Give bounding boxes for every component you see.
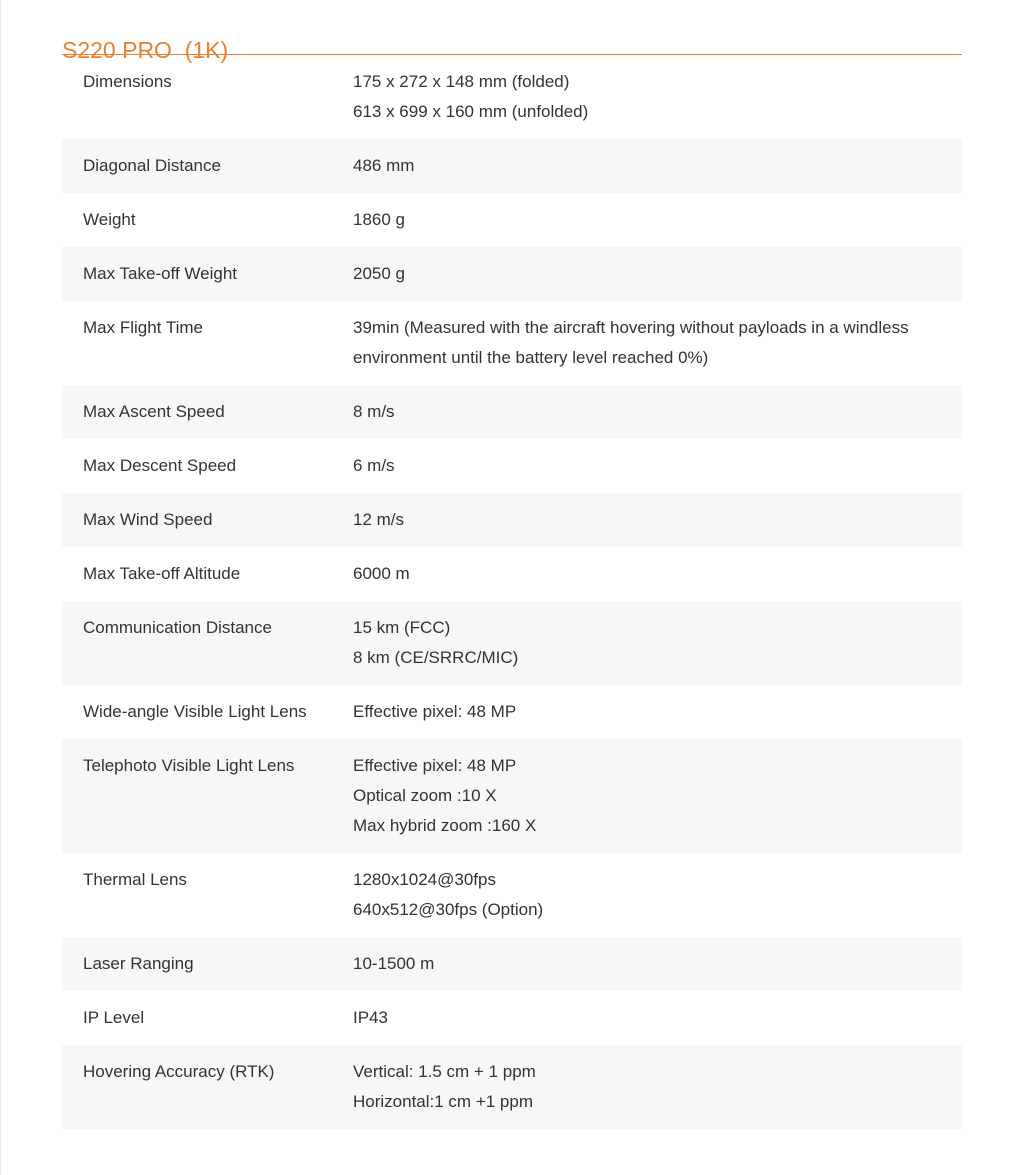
spec-value-line: Horizontal:1 cm +1 ppm xyxy=(353,1092,533,1111)
spec-table xyxy=(62,55,962,1129)
spec-row-telephoto-lens xyxy=(62,739,962,853)
spec-value xyxy=(353,601,962,685)
spec-value-line: 613 x 699 x 160 mm (unfolded) xyxy=(353,102,589,121)
spec-value-line: 175 x 272 x 148 mm (folded) xyxy=(353,72,570,91)
spec-label: IP Level xyxy=(83,1008,145,1027)
spec-row-wide-angle-lens xyxy=(62,685,962,739)
spec-value xyxy=(353,139,962,193)
spec-value-line: 8 m/s xyxy=(353,402,395,421)
spec-row-max-ascent-speed xyxy=(62,385,962,439)
spec-value xyxy=(353,493,962,547)
spec-row-max-flight-time xyxy=(62,301,962,385)
spec-row-laser-ranging xyxy=(62,937,962,991)
spec-value-line: 8 km (CE/SRRC/MIC) xyxy=(353,648,519,667)
spec-row-ip-level xyxy=(62,991,962,1045)
spec-value xyxy=(353,547,962,601)
spec-row-communication-distance xyxy=(62,601,962,685)
spec-row-hovering-accuracy xyxy=(62,1045,962,1129)
spec-label: Wide-angle Visible Light Lens xyxy=(83,702,307,721)
spec-value-line: 1860 g xyxy=(353,210,405,229)
spec-value-line: 6 m/s xyxy=(353,456,395,475)
spec-label: Laser Ranging xyxy=(62,937,353,991)
spec-row-max-takeoff-altitude xyxy=(62,547,962,601)
spec-value-line: 2050 g xyxy=(353,264,405,283)
spec-label: Max Take-off Weight xyxy=(62,247,353,301)
spec-value xyxy=(353,685,962,739)
spec-value-line: Effective pixel: 48 MP xyxy=(353,702,517,721)
spec-value-line: 12 m/s xyxy=(353,510,405,529)
spec-value xyxy=(353,937,962,991)
spec-label: Max Wind Speed xyxy=(62,493,353,547)
product-title: S220 PRO (1K) xyxy=(62,37,229,63)
spec-value-line: 10-1500 m xyxy=(353,954,435,973)
spec-value-line: 640x512@30fps (Option) xyxy=(353,900,544,919)
spec-label: Max Take-off Altitude xyxy=(83,564,241,583)
spec-label: Weight xyxy=(83,210,136,229)
spec-label: Thermal Lens xyxy=(83,870,187,889)
spec-value-line: 1280x1024@30fps xyxy=(353,870,496,889)
spec-value-line: Max hybrid zoom :160 X xyxy=(353,816,537,835)
spec-value-line: Vertical: 1.5 cm + 1 ppm xyxy=(353,1062,536,1081)
spec-row-max-wind-speed xyxy=(62,493,962,547)
spec-value-line: Effective pixel: 48 MP xyxy=(353,756,517,775)
spec-value-line: 486 mm xyxy=(353,156,415,175)
spec-label: Dimensions xyxy=(83,72,172,91)
spec-label: Communication Distance xyxy=(62,601,353,685)
spec-value xyxy=(353,55,962,139)
spec-value xyxy=(353,439,962,493)
spec-label: Max Descent Speed xyxy=(83,456,237,475)
spec-value-line: 39min (Measured with the aircraft hovering without payloads in a windless environment until the battery level reached 0%) xyxy=(353,318,909,367)
spec-table-body xyxy=(62,55,962,1129)
spec-section xyxy=(62,0,962,1129)
spec-label: Hovering Accuracy (RTK) xyxy=(62,1045,353,1129)
page-left-border xyxy=(0,0,1,1175)
spec-row-max-descent-speed xyxy=(62,439,962,493)
spec-row-thermal-lens xyxy=(62,853,962,937)
spec-value-line: 15 km (FCC) xyxy=(353,618,451,637)
spec-label: Max Ascent Speed xyxy=(62,385,353,439)
spec-value xyxy=(353,739,962,853)
spec-row-diagonal-distance xyxy=(62,139,962,193)
spec-value xyxy=(353,193,962,247)
spec-value xyxy=(353,853,962,937)
spec-value-line: Optical zoom :10 X xyxy=(353,786,497,805)
spec-value xyxy=(353,1045,962,1129)
spec-value xyxy=(353,991,962,1045)
spec-row-dimensions xyxy=(62,55,962,139)
spec-row-weight xyxy=(62,193,962,247)
spec-value xyxy=(353,247,962,301)
spec-row-max-takeoff-weight xyxy=(62,247,962,301)
spec-value-line: 6000 m xyxy=(353,564,410,583)
spec-label: Telephoto Visible Light Lens xyxy=(62,739,353,853)
spec-value-line: IP43 xyxy=(353,1008,388,1027)
spec-label: Max Flight Time xyxy=(83,318,203,337)
spec-value xyxy=(353,301,962,385)
spec-value xyxy=(353,385,962,439)
spec-label: Diagonal Distance xyxy=(62,139,353,193)
